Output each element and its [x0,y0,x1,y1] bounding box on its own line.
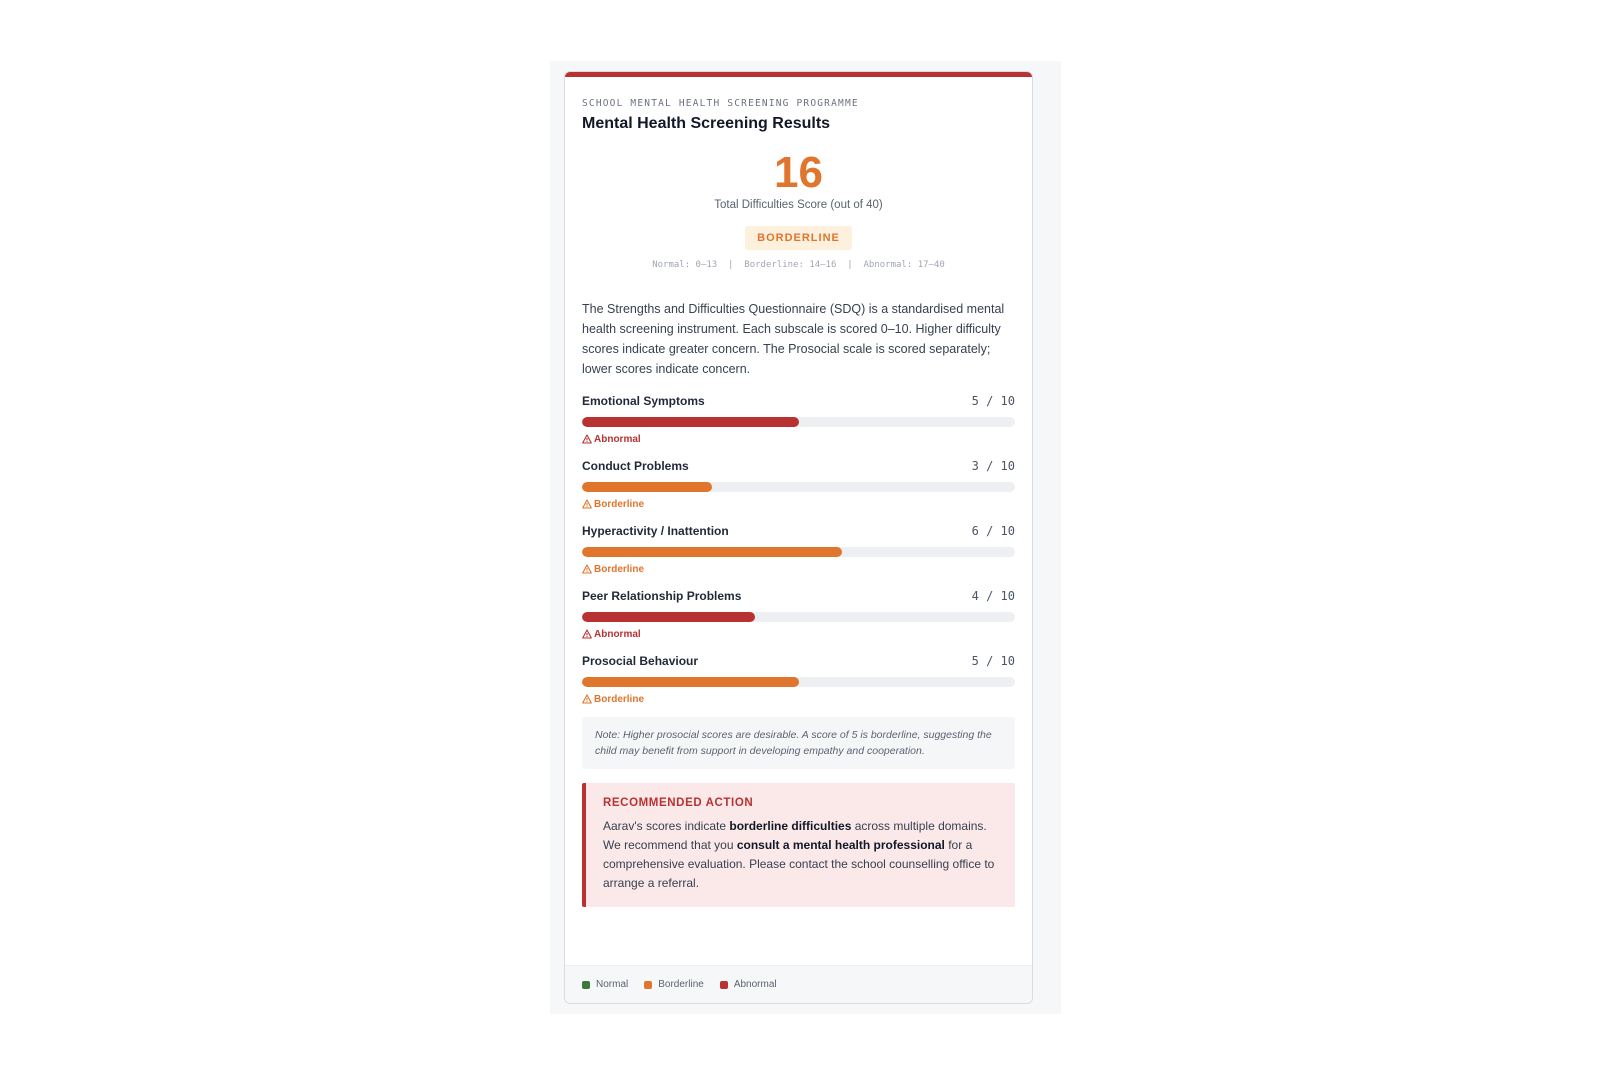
subscale-row [582,458,1015,510]
total-score-label: Total Difficulties Score (out of 40) [714,199,883,211]
legend-item-borderline [644,979,704,990]
subscale-status-label: Borderline [594,498,645,510]
subscale-status [582,433,1015,445]
page-title: Mental Health Screening Results [582,115,831,132]
legend-label: Abnormal [733,979,777,990]
legend-item-abnormal [720,979,777,990]
legend-swatch [644,981,652,989]
action-text-part: for a comprehensive evaluation. Please contact the school counselling office to arrange a referral. [603,838,995,890]
subscale-status-label: Abnormal [594,628,641,640]
prosocial-note: Note: Higher prosocial scores are desirable. A score of 5 is borderline, suggesting the child may benefit from support in developing empathy and cooperation. [582,717,1015,769]
subscale-list [582,393,1015,705]
subscale-name: Hyperactivity / Inattention [582,524,729,538]
legend-swatch [720,981,728,989]
subscale-row [582,393,1015,445]
subscale-score: 4 / 10 [971,589,1015,603]
status-badge: BORDERLINE [745,226,852,250]
subscale-status [582,628,1015,640]
subscale-row [582,588,1015,640]
action-text-part: Aarav's scores indicate [603,819,730,833]
subscale-bar-track [582,547,1015,557]
page-frame [550,61,1061,1014]
legend-item-normal [582,979,628,990]
subscale-bar-track [582,482,1015,492]
subscale-status-label: Abnormal [594,433,641,445]
warning-icon [582,499,592,509]
score-ranges: Normal: 0–13 | Borderline: 14–16 | Abnormal: 17–40 [652,260,945,270]
warning-icon [582,564,592,574]
legend [565,965,1032,1003]
subscale-score: 5 / 10 [971,394,1015,408]
legend-swatch [582,981,590,989]
subscale-header [582,653,1015,669]
subscale-bar-track [582,417,1015,427]
total-score-value: 16 [774,148,823,197]
recommended-action-title: RECOMMENDED ACTION [603,797,754,809]
recommended-action-box [582,783,1015,907]
subscale-bar-track [582,612,1015,622]
subscale-bar-fill [582,417,799,427]
subscale-bar-fill [582,482,712,492]
subscale-name: Emotional Symptoms [582,394,705,408]
action-text-part: across multiple domains. We recommend that you [603,819,987,852]
subscale-status-label: Borderline [594,693,645,705]
subscale-row [582,653,1015,705]
subscale-name: Prosocial Behaviour [582,654,699,668]
intro-text: The Strengths and Difficulties Questionnaire (SDQ) is a standardised mental health screening instrument. Each subscale is scored 0–10. Higher difficulty scores indicate greater concern. The Prosocial scale is scored separately; lower scores indicate concern. [582,302,1005,376]
subscale-score: 6 / 10 [971,524,1015,538]
subscale-status [582,563,1015,575]
subscale-bar-fill [582,612,755,622]
card-body [565,77,1032,907]
action-text-bold: borderline difficulties [729,819,852,833]
subscale-row [582,523,1015,575]
legend-label: Normal [596,979,629,990]
subscale-header [582,523,1015,539]
subscale-header [582,393,1015,409]
warning-icon [582,434,592,444]
subscale-status [582,498,1015,510]
subscale-score: 3 / 10 [971,459,1015,473]
subscale-name: Conduct Problems [582,459,689,473]
programme-label: SCHOOL MENTAL HEALTH SCREENING PROGRAMME [582,98,859,109]
legend-label: Borderline [658,979,704,990]
subscale-status-label: Borderline [594,563,645,575]
subscale-bar-fill [582,547,842,557]
total-score-section [582,150,1015,270]
subscale-score: 5 / 10 [971,654,1015,668]
warning-icon [582,629,592,639]
subscale-bar-track [582,677,1015,687]
subscale-header [582,458,1015,474]
action-text-bold: consult a mental health professional [736,838,945,852]
subscale-name: Peer Relationship Problems [582,589,742,603]
subscale-status [582,693,1015,705]
subscale-bar-fill [582,677,799,687]
subscale-header [582,588,1015,604]
results-card [564,71,1033,1004]
recommended-action-text [603,817,998,893]
warning-icon [582,694,592,704]
